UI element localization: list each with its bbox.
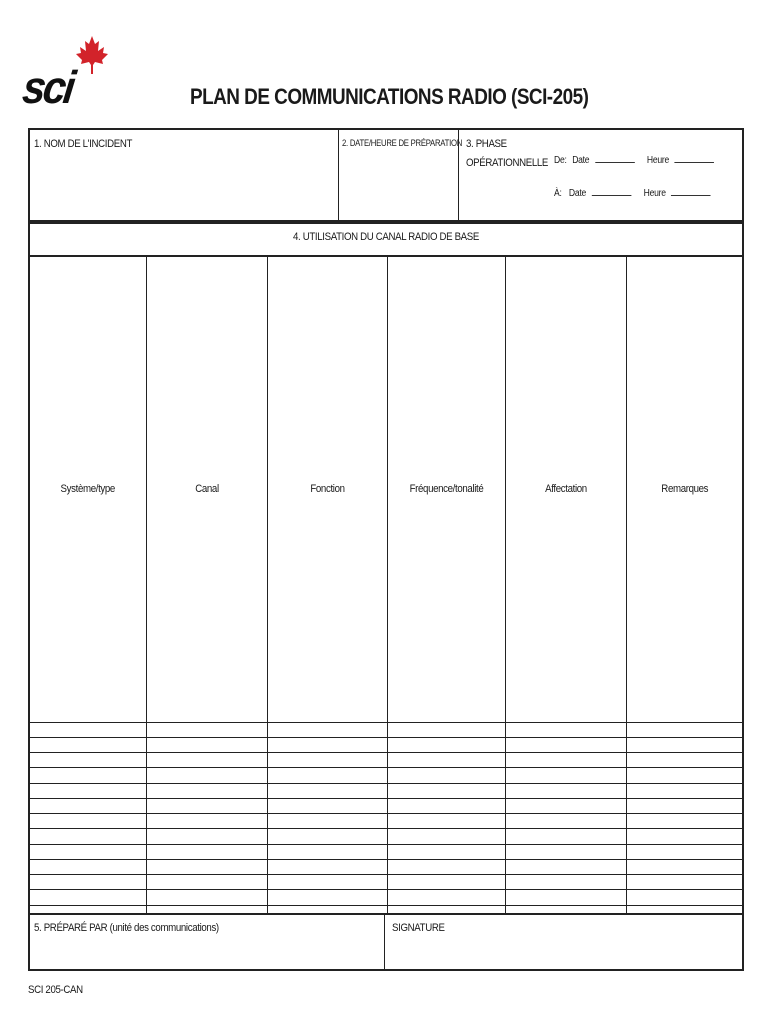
- table-row: [30, 829, 742, 844]
- table-cell[interactable]: [267, 737, 387, 752]
- channel-table: [28, 255, 744, 915]
- table-cell[interactable]: [505, 722, 626, 737]
- from-date-field[interactable]: [595, 154, 635, 163]
- table-row: [30, 798, 742, 813]
- table-cell[interactable]: [387, 783, 505, 798]
- column-header-label: Affectation: [544, 483, 587, 496]
- table-cell[interactable]: [146, 753, 267, 768]
- table-cell[interactable]: [267, 722, 387, 737]
- table-cell[interactable]: [387, 875, 505, 890]
- table-cell[interactable]: [387, 844, 505, 859]
- table-cell[interactable]: [146, 722, 267, 737]
- table-cell[interactable]: [267, 753, 387, 768]
- table-cell[interactable]: [30, 737, 146, 752]
- operational-period-label-line1: 3. PHASE: [466, 138, 507, 150]
- table-cell[interactable]: [267, 905, 387, 913]
- table-cell[interactable]: [505, 905, 626, 913]
- divider: [338, 129, 339, 221]
- table-cell[interactable]: [267, 783, 387, 798]
- table-cell[interactable]: [267, 768, 387, 783]
- table-cell[interactable]: [267, 859, 387, 874]
- column-header-label: Remarques: [660, 483, 708, 496]
- column-header: [146, 256, 267, 722]
- table-cell[interactable]: [505, 768, 626, 783]
- table-row: [30, 768, 742, 783]
- table-row: [30, 722, 742, 737]
- table-cell[interactable]: [626, 783, 742, 798]
- table-cell[interactable]: [146, 768, 267, 783]
- column-header: [267, 256, 387, 722]
- table-cell[interactable]: [626, 829, 742, 844]
- table-cell[interactable]: [267, 844, 387, 859]
- table-cell[interactable]: [146, 783, 267, 798]
- period-to-row: [554, 187, 711, 199]
- column-header-label: Fréquence/tonalité: [409, 483, 483, 496]
- to-date-field[interactable]: [592, 187, 632, 196]
- table-cell[interactable]: [505, 844, 626, 859]
- table-row: [30, 859, 742, 874]
- table-cell[interactable]: [30, 753, 146, 768]
- column-header-label: Fonction: [309, 483, 345, 496]
- to-label: À:: [554, 188, 562, 199]
- preparation-datetime-field[interactable]: [340, 154, 456, 220]
- table-cell[interactable]: [30, 829, 146, 844]
- table-cell[interactable]: [146, 905, 267, 913]
- table-cell[interactable]: [387, 798, 505, 813]
- table-cell[interactable]: [387, 737, 505, 752]
- table-cell[interactable]: [146, 859, 267, 874]
- table-cell[interactable]: [30, 859, 146, 874]
- table-cell[interactable]: [30, 722, 146, 737]
- table-cell[interactable]: [267, 890, 387, 905]
- base-radio-channel-title: 4. UTILISATION DU CANAL RADIO DE BASE: [292, 231, 480, 243]
- table-cell[interactable]: [626, 768, 742, 783]
- signature-field[interactable]: [386, 940, 742, 969]
- table-cell[interactable]: [505, 875, 626, 890]
- operational-period-label-line2: OPÉRATIONNELLE: [466, 157, 549, 169]
- form-title: PLAN DE COMMUNICATIONS RADIO (SCI-205): [190, 84, 589, 109]
- column-header: [505, 256, 626, 722]
- table-cell[interactable]: [387, 722, 505, 737]
- from-date-label: Date: [572, 155, 590, 166]
- table-cell[interactable]: [146, 844, 267, 859]
- to-date-label: Date: [568, 188, 587, 199]
- column-header: [30, 256, 146, 722]
- table-row: [30, 783, 742, 798]
- table-row: [30, 875, 742, 890]
- table-cell[interactable]: [387, 753, 505, 768]
- table-cell[interactable]: [505, 814, 626, 829]
- table-cell[interactable]: [626, 890, 742, 905]
- from-label: De:: [554, 155, 567, 166]
- incident-name-field[interactable]: [30, 156, 336, 220]
- table-cell[interactable]: [626, 798, 742, 813]
- table-cell[interactable]: [626, 722, 742, 737]
- table-cell[interactable]: [146, 814, 267, 829]
- table-cell[interactable]: [626, 737, 742, 752]
- table-cell[interactable]: [626, 753, 742, 768]
- table-row: [30, 905, 742, 913]
- column-header: [626, 256, 742, 722]
- table-cell[interactable]: [505, 890, 626, 905]
- table-cell[interactable]: [387, 859, 505, 874]
- table-cell[interactable]: [30, 814, 146, 829]
- table-cell[interactable]: [146, 875, 267, 890]
- table-cell[interactable]: [146, 798, 267, 813]
- table-cell[interactable]: [267, 829, 387, 844]
- column-header-label: Système/type: [60, 483, 115, 496]
- table-cell[interactable]: [626, 814, 742, 829]
- table-cell[interactable]: [30, 875, 146, 890]
- prepared-by-field[interactable]: [30, 940, 382, 969]
- table-cell[interactable]: [30, 798, 146, 813]
- table-cell[interactable]: [626, 905, 742, 913]
- column-header: [387, 256, 505, 722]
- table-cell[interactable]: [505, 859, 626, 874]
- table-header-row: [30, 256, 742, 722]
- table-cell[interactable]: [505, 783, 626, 798]
- table-cell[interactable]: [30, 890, 146, 905]
- to-time-label: Heure: [643, 188, 666, 199]
- preparation-datetime-label: 2. DATE/HEURE DE PRÉPARATION: [342, 138, 463, 148]
- table-cell[interactable]: [387, 768, 505, 783]
- table-cell[interactable]: [505, 829, 626, 844]
- table-row: [30, 753, 742, 768]
- table-cell[interactable]: [30, 783, 146, 798]
- prepared-by-label: 5. PRÉPARÉ PAR (unité des communications): [34, 922, 219, 934]
- signature-label: SIGNATURE: [392, 922, 445, 934]
- table-cell[interactable]: [626, 875, 742, 890]
- table-cell[interactable]: [387, 890, 505, 905]
- table-cell[interactable]: [626, 844, 742, 859]
- table-cell[interactable]: [387, 905, 505, 913]
- table-cell[interactable]: [146, 890, 267, 905]
- table-cell[interactable]: [30, 844, 146, 859]
- logo-wordmark: sci: [19, 61, 76, 113]
- from-time-label: Heure: [646, 155, 670, 166]
- from-time-field[interactable]: [675, 154, 715, 163]
- table-cell[interactable]: [626, 859, 742, 874]
- incident-name-label: 1. NOM DE L'INCIDENT: [34, 138, 133, 150]
- table-cell[interactable]: [505, 753, 626, 768]
- sci-logo: [19, 34, 112, 118]
- column-header-label: Canal: [194, 483, 219, 496]
- table-cell[interactable]: [30, 768, 146, 783]
- table-cell[interactable]: [267, 875, 387, 890]
- table-cell[interactable]: [387, 829, 505, 844]
- table-cell[interactable]: [146, 737, 267, 752]
- table-cell[interactable]: [505, 737, 626, 752]
- divider: [384, 914, 385, 970]
- table-row: [30, 890, 742, 905]
- to-time-field[interactable]: [671, 187, 711, 196]
- table-cell[interactable]: [267, 814, 387, 829]
- table-cell[interactable]: [387, 814, 505, 829]
- period-from-row: [554, 154, 714, 166]
- table-cell[interactable]: [30, 905, 146, 913]
- table-row: [30, 844, 742, 859]
- table-cell[interactable]: [146, 829, 267, 844]
- table-cell[interactable]: [267, 798, 387, 813]
- table-row: [30, 737, 742, 752]
- form-code: SCI 205-CAN: [28, 984, 83, 996]
- table-cell[interactable]: [505, 798, 626, 813]
- table-row: [30, 814, 742, 829]
